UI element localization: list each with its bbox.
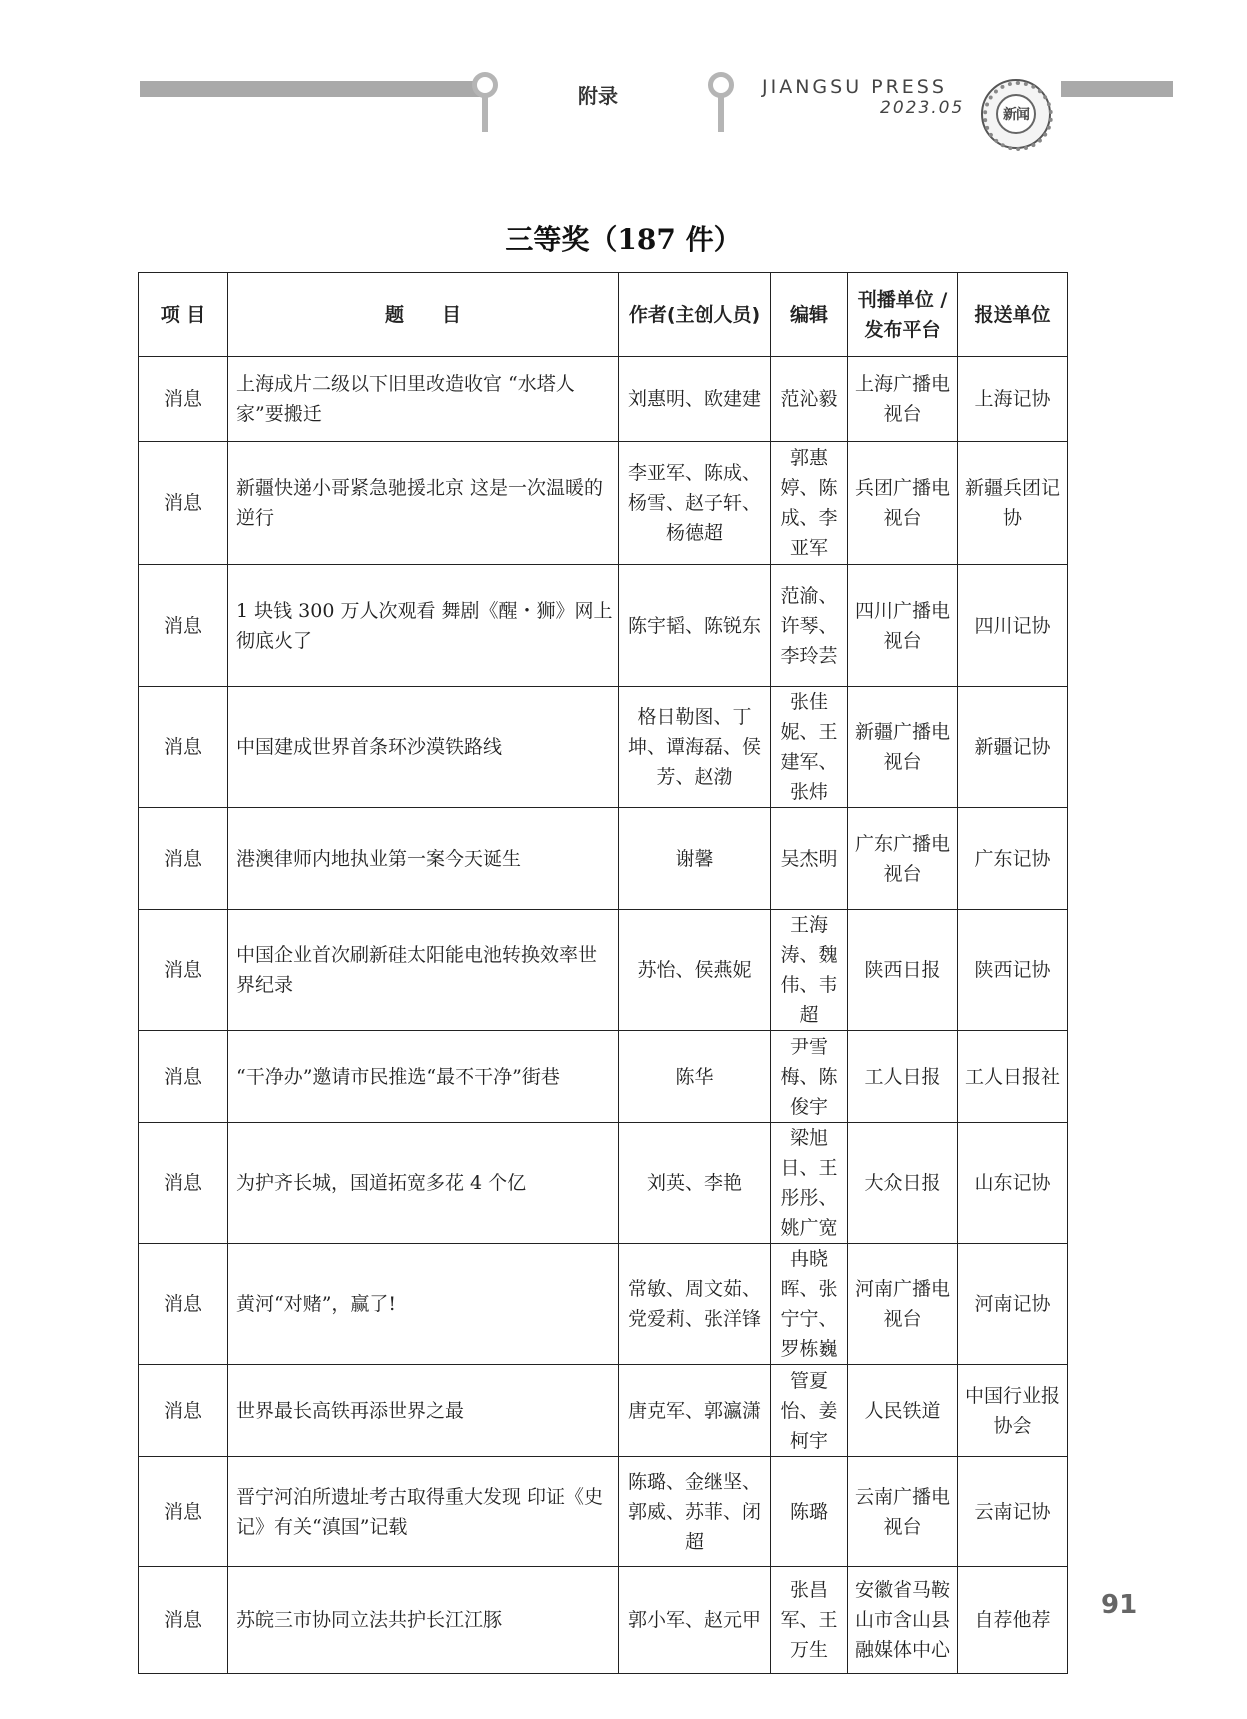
- cell-publisher: 新疆广播电视台: [848, 687, 958, 808]
- cell-author: 陈宇韬、陈锐东: [619, 565, 771, 687]
- cell-title: 中国建成世界首条环沙漠铁路线: [228, 687, 619, 808]
- cell-editor: 吴杰明: [771, 808, 848, 910]
- seal-text: 新闻: [996, 94, 1036, 134]
- cell-title: 中国企业首次刷新硅太阳能电池转换效率世界纪录: [228, 910, 619, 1031]
- cell-editor: 范渝、许琴、李玲芸: [771, 565, 848, 687]
- cell-type: 消息: [139, 1567, 228, 1674]
- cell-submitter: 河南记协: [958, 1244, 1068, 1365]
- cell-publisher: 广东广播电视台: [848, 808, 958, 910]
- cell-author: 陈璐、金继坚、郭威、苏菲、闭超: [619, 1457, 771, 1567]
- col-header-author: 作者(主创人员): [619, 273, 771, 357]
- cell-submitter: 上海记协: [958, 357, 1068, 442]
- cell-submitter: 山东记协: [958, 1123, 1068, 1244]
- table-row: [139, 442, 1068, 565]
- cell-author: 唐克军、郭瀛潇: [619, 1365, 771, 1457]
- col-header-type: 项 目: [139, 273, 228, 357]
- cell-author: 谢馨: [619, 808, 771, 910]
- cell-type: 消息: [139, 910, 228, 1031]
- table-row: [139, 910, 1068, 1031]
- cell-editor: 冉晓晖、张宁宁、罗栋巍: [771, 1244, 848, 1365]
- cell-editor: 梁旭日、王彤彤、姚广宽: [771, 1123, 848, 1244]
- cell-author: 刘英、李艳: [619, 1123, 771, 1244]
- cell-publisher: 四川广播电视台: [848, 565, 958, 687]
- cell-submitter: 中国行业报协会: [958, 1365, 1068, 1457]
- cell-editor: 管夏怡、姜柯宇: [771, 1365, 848, 1457]
- cell-author: 郭小军、赵元甲: [619, 1567, 771, 1674]
- cell-type: 消息: [139, 808, 228, 910]
- cell-publisher: 河南广播电视台: [848, 1244, 958, 1365]
- col-header-editor: 编辑: [771, 273, 848, 357]
- cell-author: 苏怡、侯燕妮: [619, 910, 771, 1031]
- awards-table: [138, 272, 1068, 1674]
- cell-submitter: 自荐他荐: [958, 1567, 1068, 1674]
- issue-date: 2023.05: [880, 98, 965, 118]
- cell-editor: 尹雪梅、陈俊宇: [771, 1031, 848, 1123]
- cell-title: 为护齐长城，国道拓宽多花 4 个亿: [228, 1123, 619, 1244]
- cell-type: 消息: [139, 1244, 228, 1365]
- cell-type: 消息: [139, 1031, 228, 1123]
- header-bar-right: [1061, 81, 1173, 97]
- cell-editor: 郭惠婷、陈成、李亚军: [771, 442, 848, 565]
- table-row: [139, 357, 1068, 442]
- cell-type: 消息: [139, 1123, 228, 1244]
- cell-title: “干净办”邀请市民推选“最不干净”街巷: [228, 1031, 619, 1123]
- cell-type: 消息: [139, 565, 228, 687]
- cell-publisher: 人民铁道: [848, 1365, 958, 1457]
- table-row: [139, 565, 1068, 687]
- cell-publisher: 兵团广播电视台: [848, 442, 958, 565]
- cell-publisher: 上海广播电视台: [848, 357, 958, 442]
- cell-title: 港澳律师内地执业第一案今天诞生: [228, 808, 619, 910]
- cell-submitter: 工人日报社: [958, 1031, 1068, 1123]
- cell-type: 消息: [139, 1365, 228, 1457]
- section-label: 附录: [578, 84, 618, 108]
- col-header-title: 题 目: [228, 273, 619, 357]
- cell-title: 晋宁河泊所遗址考古取得重大发现 印证《史记》有关“滇国”记载: [228, 1457, 619, 1567]
- cell-submitter: 四川记协: [958, 565, 1068, 687]
- col-header-submitter: 报送单位: [958, 273, 1068, 357]
- table-row: [139, 1123, 1068, 1244]
- table-row: [139, 1244, 1068, 1365]
- table-row: [139, 687, 1068, 808]
- publication-name: JIANGSU PRESS: [762, 76, 947, 98]
- cell-author: 常敏、周文茹、党爱莉、张洋锋: [619, 1244, 771, 1365]
- header-bar-left: [140, 81, 480, 97]
- table-row: [139, 1567, 1068, 1674]
- cell-author: 格日勒图、丁坤、谭海磊、侯芳、赵渤: [619, 687, 771, 808]
- table-row: [139, 1457, 1068, 1567]
- cell-editor: 范沁毅: [771, 357, 848, 442]
- cell-publisher: 安徽省马鞍山市含山县融媒体中心: [848, 1567, 958, 1674]
- page-number: 91: [1101, 1590, 1138, 1620]
- cell-title: 上海成片二级以下旧里改造收官 “水塔人家”要搬迁: [228, 357, 619, 442]
- cell-submitter: 新疆记协: [958, 687, 1068, 808]
- cell-submitter: 云南记协: [958, 1457, 1068, 1567]
- seal-logo-icon: [981, 79, 1051, 149]
- cell-publisher: 陕西日报: [848, 910, 958, 1031]
- cell-editor: 张佳妮、王建军、张炜: [771, 687, 848, 808]
- cell-type: 消息: [139, 442, 228, 565]
- cell-editor: 陈璐: [771, 1457, 848, 1567]
- cell-submitter: 陕西记协: [958, 910, 1068, 1031]
- col-header-publisher: 刊播单位 / 发布平台: [848, 273, 958, 357]
- cell-publisher: 云南广播电视台: [848, 1457, 958, 1567]
- cell-type: 消息: [139, 1457, 228, 1567]
- cell-author: 陈华: [619, 1031, 771, 1123]
- cell-editor: 王海涛、魏伟、韦超: [771, 910, 848, 1031]
- table-header-row: [139, 273, 1068, 357]
- cell-title: 苏皖三市协同立法共护长江江豚: [228, 1567, 619, 1674]
- cell-editor: 张昌军、王万生: [771, 1567, 848, 1674]
- cell-title: 1 块钱 300 万人次观看 舞剧《醒・狮》网上彻底火了: [228, 565, 619, 687]
- cell-submitter: 广东记协: [958, 808, 1068, 910]
- cell-author: 刘惠明、欧建建: [619, 357, 771, 442]
- cell-title: 新疆快递小哥紧急驰援北京 这是一次温暖的逆行: [228, 442, 619, 565]
- cell-title: 世界最长高铁再添世界之最: [228, 1365, 619, 1457]
- cell-submitter: 新疆兵团记协: [958, 442, 1068, 565]
- cell-publisher: 工人日报: [848, 1031, 958, 1123]
- cell-author: 李亚军、陈成、杨雪、赵子轩、杨德超: [619, 442, 771, 565]
- page-title: 三等奖（187 件）: [505, 223, 742, 256]
- table-row: [139, 1365, 1068, 1457]
- pin-icon: [706, 72, 736, 132]
- cell-type: 消息: [139, 687, 228, 808]
- cell-type: 消息: [139, 357, 228, 442]
- pin-icon: [470, 72, 500, 132]
- table-row: [139, 808, 1068, 910]
- cell-title: 黄河“对赌”，赢了!: [228, 1244, 619, 1365]
- table-row: [139, 1031, 1068, 1123]
- cell-publisher: 大众日报: [848, 1123, 958, 1244]
